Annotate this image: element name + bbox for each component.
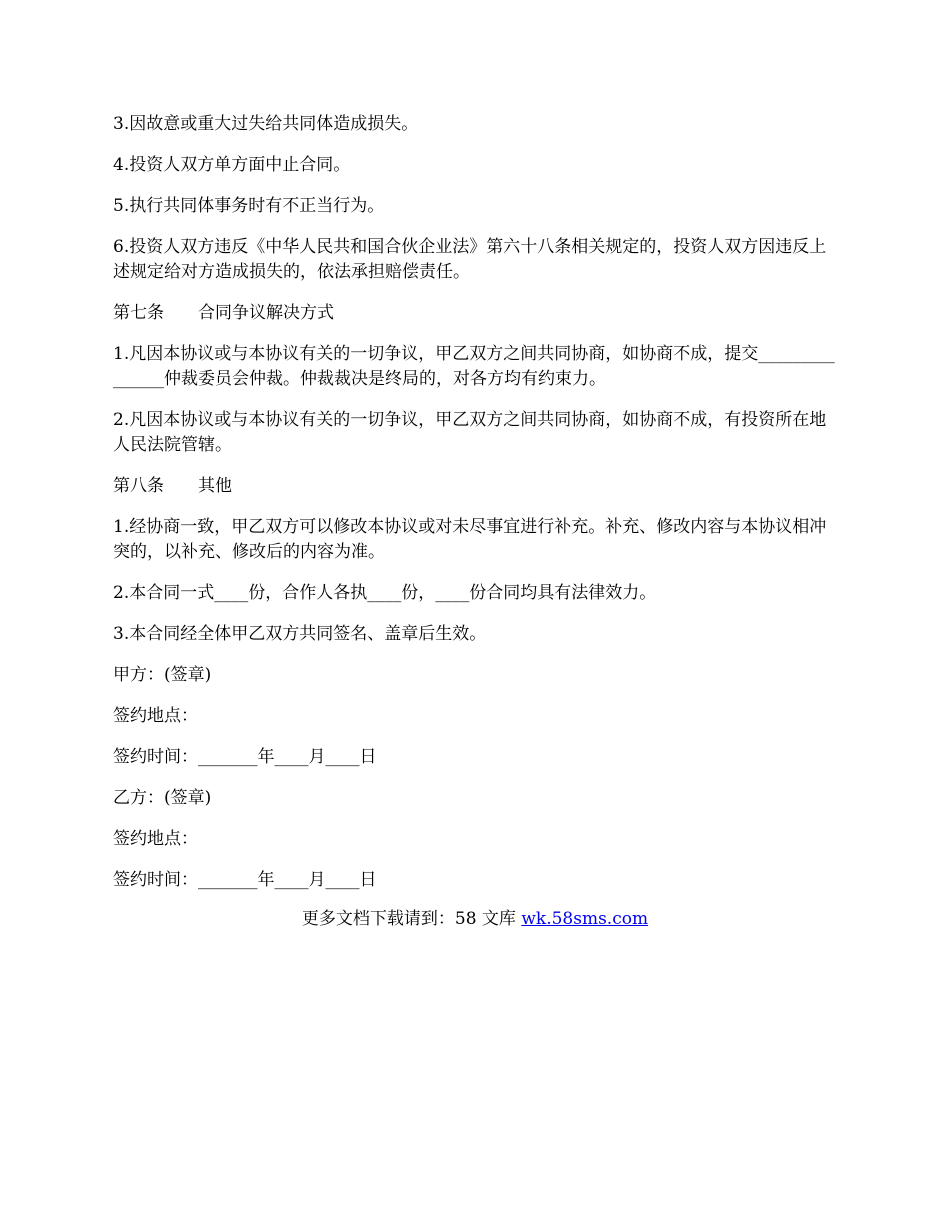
- dispute-court: 2.凡因本协议或与本协议有关的一切争议，甲乙双方之间共同协商，如协商不成，有投资所在地人民法院管辖。: [113, 410, 827, 455]
- footer-text: 更多文档下载请到：58 文库: [301, 909, 522, 929]
- other-effective: 3.本合同经全体甲乙双方共同签名、盖章后生效。: [113, 624, 487, 644]
- clause-6-liability: 6.投资人双方违反《中华人民共和国合伙企业法》第六十八条相关规定的，投资人双方因违反上述规定给对方造成损失的，依法承担赔偿责任。: [113, 237, 827, 282]
- other-amendment: 1.经协商一致，甲乙双方可以修改本协议或对未尽事宜进行补充。补充、修改内容与本协议相冲突的，以补充、修改后的内容为准。: [113, 517, 827, 562]
- party-a-date: 签约时间：_______年____月____日: [113, 747, 377, 767]
- footer: [113, 907, 837, 932]
- article-8-heading: 第八条 其他: [113, 476, 232, 496]
- other-copies: 2.本合同一式____份，合作人各执____份，____份合同均具有法律效力。: [113, 583, 657, 603]
- party-b-location: 签约地点：: [113, 829, 198, 849]
- document-body: [113, 112, 837, 932]
- party-b-signature: 乙方：(签章): [113, 788, 212, 808]
- article-7-heading: 第七条 合同争议解决方式: [113, 303, 334, 323]
- clause-5-misconduct: 5.执行共同体事务时有不正当行为。: [113, 196, 385, 216]
- party-b-date: 签约时间：_______年____月____日: [113, 870, 377, 890]
- footer-link[interactable]: wk.58sms.com: [521, 909, 649, 929]
- party-a-location: 签约地点：: [113, 706, 198, 726]
- dispute-arbitration: 1.凡因本协议或与本协议有关的一切争议，甲乙双方之间共同协商，如协商不成，提交_______________仲裁委员会仲裁。仲裁裁决是终局的，对各方均有约束力。: [113, 344, 835, 389]
- clause-3-loss: 3.因故意或重大过失给共同体造成损失。: [113, 114, 419, 134]
- party-a-signature: 甲方：(签章): [113, 665, 212, 685]
- clause-4-termination: 4.投资人双方单方面中止合同。: [113, 155, 351, 175]
